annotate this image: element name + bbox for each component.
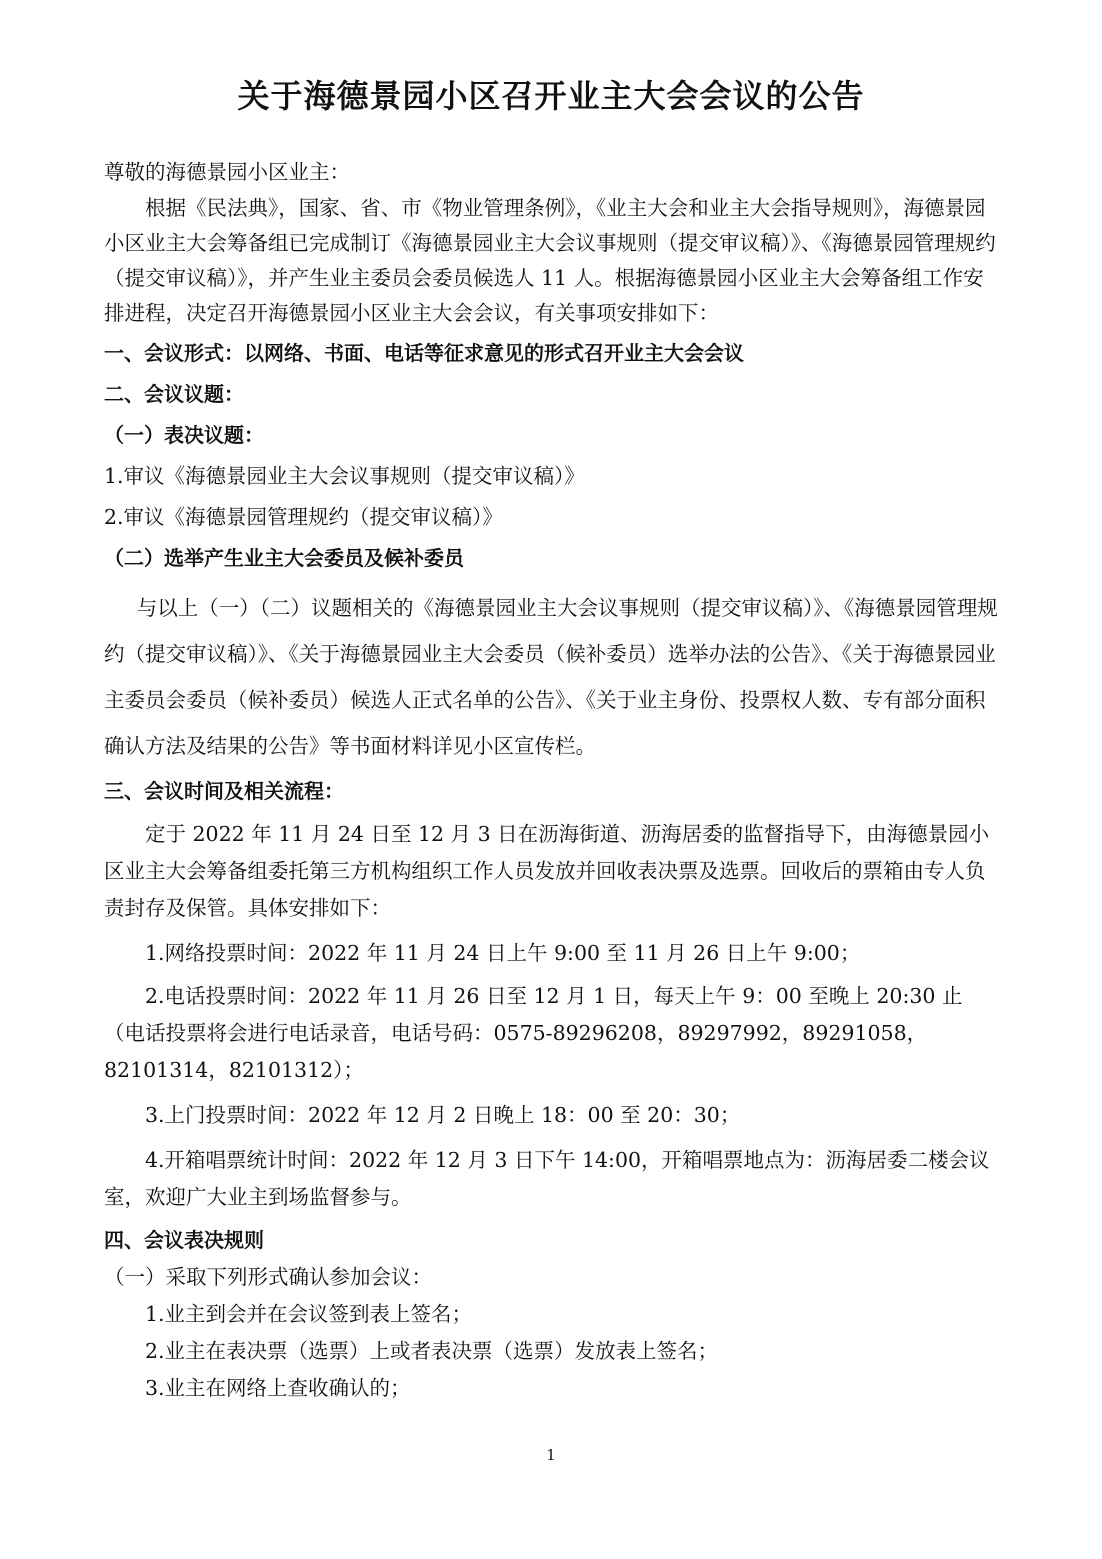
section-heading-1: 一、会议形式：以网络、书面、电话等征求意见的形式召开业主大会会议	[104, 341, 744, 365]
section-heading-3: 三、会议时间及相关流程：	[104, 779, 344, 803]
materials-paragraph: 与以上（一）（二）议题相关的《海德景园业主大会议事规则（提交审议稿）》、《海德景园管理规约（提交审议稿）》、《关于海德景园业主大会委员（候补委员）选举办法的公告》、《关于海德景园业主委员会委员（候补委员）候选人正式名单的公告》、《关于业主身份、投票权人数、专有部分面积确认方法及结果的公告》等书面材料详见小区宣传栏。	[104, 596, 998, 758]
document-title: 关于海德景园小区召开业主大会会议的公告	[237, 77, 865, 115]
schedule-item: 1.网络投票时间：2022 年 11 月 24 日上午 9:00 至 11 月 26 日上午 9:00；	[145, 941, 861, 965]
subheading-election: （二）选举产生业主大会委员及候补委员	[104, 546, 464, 570]
schedule-item: 2.电话投票时间：2022 年 11 月 26 日至 12 月 1 日，每天上午 9：00 至晚上 20:30 止（电话投票将会进行电话录音，电话号码：0575-89296208，89297992，89291058，82101314，82101312）；	[104, 984, 963, 1082]
rule-item: 1.业主到会并在会议签到表上签名；	[145, 1302, 473, 1326]
intro-paragraph: 根据《民法典》，国家、省、市《物业管理条例》，《业主大会和业主大会指导规则》，海德景园小区业主大会筹备组已完成制订《海德景园业主大会议事规则（提交审议稿）》、《海德景园管理规约（提交审议稿）》，并产生业主委员会委员候选人 11 人。根据海德景园小区业主大会筹备组工作安排进程，决定召开海德景园小区业主大会会议，有关事项安排如下：	[104, 196, 996, 325]
subheading-voting-topics: （一）表决议题：	[104, 423, 264, 447]
page-number: 1	[546, 1446, 556, 1464]
schedule-item: 4.开箱唱票统计时间：2022 年 12 月 3 日下午 14:00，开箱唱票地点为：沥海居委二楼会议室，欢迎广大业主到场监督参与。	[104, 1148, 990, 1209]
rule-item: 3.业主在网络上查收确认的；	[145, 1376, 411, 1400]
salutation: 尊敬的海德景园小区业主：	[104, 160, 350, 184]
list-item: 1.审议《海德景园业主大会议事规则（提交审议稿）》	[104, 464, 585, 488]
rule-subheading: （一）采取下列形式确认参加会议：	[104, 1265, 432, 1289]
schedule-item: 3.上门投票时间：2022 年 12 月 2 日晚上 18：00 至 20：30；	[145, 1103, 741, 1127]
schedule-intro: 定于 2022 年 11 月 24 日至 12 月 3 日在沥海街道、沥海居委的监督指导下，由海德景园小区业主大会筹备组委托第三方机构组织工作人员发放并回收表决票及选票。回收后的票箱由专人负责封存及保管。具体安排如下：	[104, 822, 990, 920]
section-heading-4: 四、会议表决规则	[104, 1228, 264, 1252]
list-item: 2.审议《海德景园管理规约（提交审议稿）》	[104, 505, 503, 529]
rule-item: 2.业主在表决票（选票）上或者表决票（选票）发放表上签名；	[145, 1339, 719, 1363]
document-body	[104, 154, 999, 1407]
section-heading-2: 二、会议议题：	[104, 382, 244, 406]
